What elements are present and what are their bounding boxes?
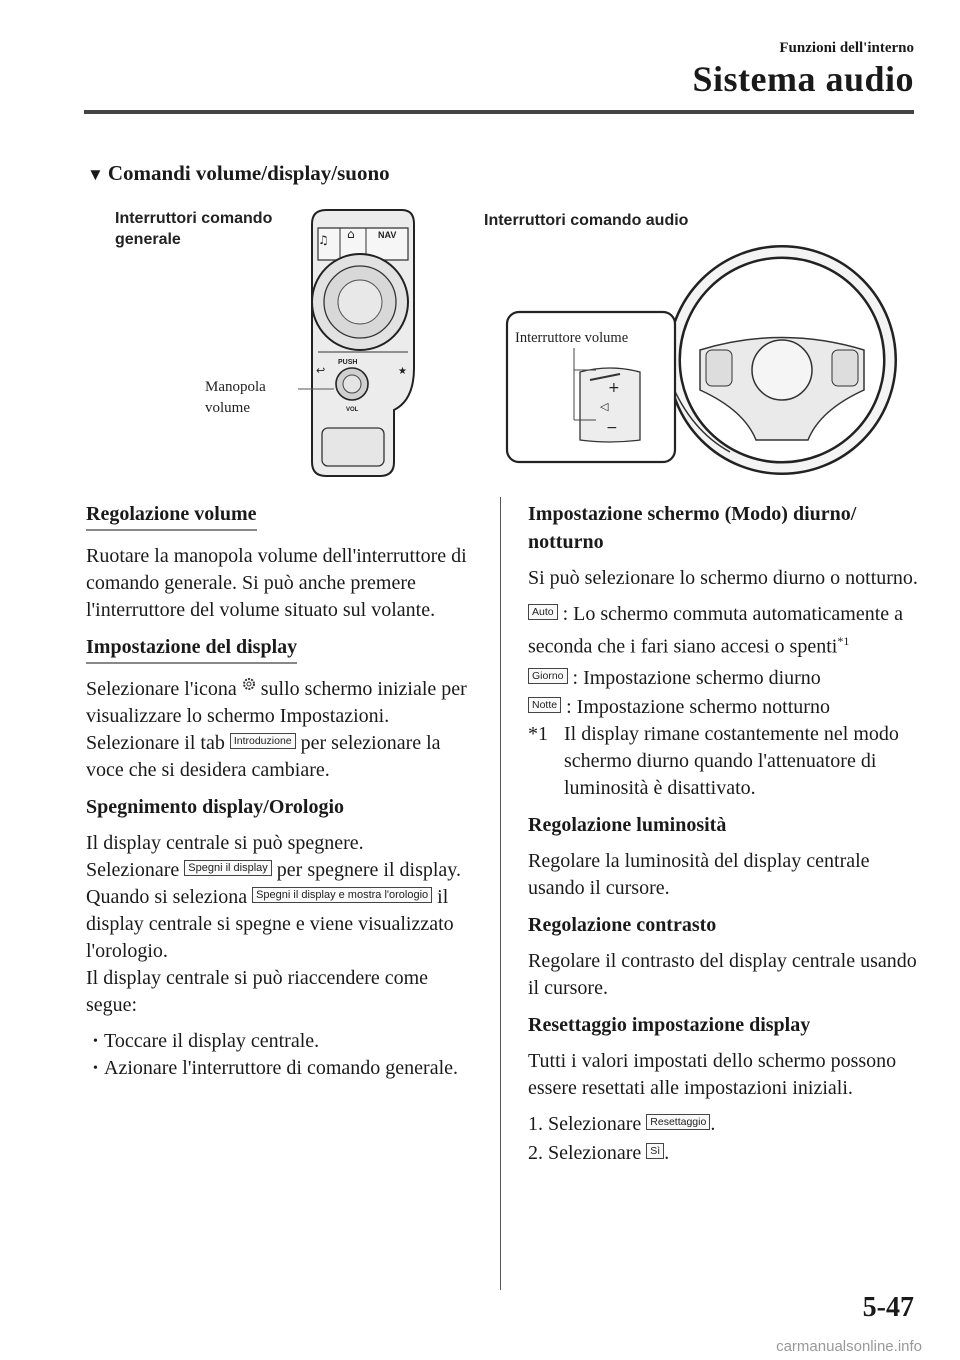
footer-watermark: carmanualsonline.info: [776, 1338, 922, 1355]
svg-text:−: −: [606, 420, 618, 436]
paragraph-off-3: Quando si seleziona Spegni il display e mostra l'orologio il display centrale si spegne e viene visualizzato l'orologio.: [86, 886, 454, 962]
left-column: [86, 500, 478, 1082]
bullet-dot-icon: •: [93, 1061, 98, 1076]
display-off-clock-button[interactable]: Spegni il display e mostra l'orologio: [252, 887, 432, 903]
step-2: 2. Selezionare Sì .: [528, 1141, 670, 1164]
paragraph-auto: Auto : Lo schermo commuta automaticamente a seconda che i fari siano accesi o spenti$^{*1}$: [528, 603, 904, 658]
label-volume-switch: Interruttore volume: [515, 330, 629, 346]
footnote: *1 Il display rimane costantemente nel modo schermo diurno quando l'attenuatore di luminosità è disattivato.: [528, 722, 899, 799]
list-item: • Azionare l'interruttore di comando generale.: [86, 1055, 478, 1082]
gear-icon: [242, 677, 256, 691]
heading-reset: Resettaggio impostazione display: [528, 1013, 811, 1036]
step-1: 1. Selezionare Resettaggio .: [528, 1112, 716, 1135]
svg-text:+: +: [608, 380, 620, 396]
section-title: ▼ Comandi volume/display/suono: [87, 161, 390, 185]
bullet-dot-icon: •: [93, 1034, 98, 1049]
page-number: 5-47: [862, 1292, 914, 1323]
header-chapter: Funzioni dell'interno: [779, 40, 914, 56]
paragraph-display-tab: Selezionare il tab Introduzione per selezionare la voce che si desidera cambiare.: [86, 732, 441, 781]
paragraph-off-4: Il display centrale si può riaccendere come segue:: [86, 967, 429, 1016]
paragraph-off-2: Selezionare Spegni il display per spegnere il display.: [86, 859, 461, 881]
controls-illustration: [0, 0, 960, 490]
header-title: Sistema audio: [692, 59, 914, 99]
reset-button[interactable]: Resettaggio: [646, 1114, 710, 1130]
svg-text:PUSH: PUSH: [338, 359, 358, 366]
auto-button[interactable]: Auto: [528, 604, 558, 620]
svg-text:↩: ↩: [316, 364, 326, 377]
yes-button[interactable]: Sì: [646, 1143, 664, 1159]
steering-wheel-icon: [670, 252, 890, 468]
label-audio-switches: Interruttori comando audio: [484, 212, 689, 229]
paragraph-mode: Si può selezionare lo schermo diurno o notturno.: [528, 567, 918, 589]
label-volume-knob: Manopola volume: [205, 379, 266, 416]
svg-text:⌂: ⌂: [347, 227, 355, 241]
display-off-button[interactable]: Spegni il display: [184, 860, 272, 876]
svg-text:★: ★: [398, 366, 407, 377]
svg-text:◁: ◁: [600, 400, 609, 413]
paragraph-night: Notte : Impostazione schermo notturno: [528, 694, 920, 721]
svg-text:VOL: VOL: [346, 407, 359, 413]
heading-day-night-mode: Impostazione schermo (Modo) diurno/ notturno: [528, 503, 857, 553]
heading-brightness: Regolazione luminosità: [528, 813, 727, 836]
day-button[interactable]: Giorno: [528, 668, 568, 684]
right-column: [528, 500, 920, 1176]
paragraph-reset: Tutti i valori impostati dello schermo possono essere resettati alle impostazioni iniziali.: [528, 1049, 897, 1099]
tab-introduction-button[interactable]: Introduzione: [230, 733, 296, 749]
paragraph-brightness: Regolare la luminosità del display centrale usando il cursore.: [528, 849, 870, 899]
triangle-bullet-icon: ▼: [87, 165, 104, 184]
paragraph-volume: Ruotare la manopola volume dell'interruttore di comando generale. Si può anche premere l'interruttore del volume situato sul volante.: [86, 545, 467, 621]
list-item: • Toccare il display centrale.: [86, 1028, 478, 1055]
heading-volume: Regolazione volume: [86, 500, 257, 531]
column-divider: [500, 497, 501, 1290]
heading-display-off: Spegnimento display/Orologio: [86, 796, 345, 818]
heading-display: Impostazione del display: [86, 633, 297, 664]
heading-contrast: Regolazione contrasto: [528, 913, 717, 936]
paragraph-off-1: Il display centrale si può spegnere.: [86, 832, 364, 854]
paragraph-display-icon: Selezionare l'icona sullo schermo iniziale per visualizzare lo schermo Impostazioni.: [86, 678, 467, 727]
paragraph-day: Giorno : Impostazione schermo diurno: [528, 665, 920, 692]
svg-text:NAV: NAV: [378, 230, 397, 240]
svg-text:♫: ♫: [318, 233, 329, 247]
label-commander-switch: Interruttori comando generale: [115, 210, 273, 248]
night-button[interactable]: Notte: [528, 697, 561, 713]
paragraph-contrast: Regolare il contrasto del display centrale usando il cursore.: [528, 949, 917, 999]
commander-switch-icon: [298, 210, 414, 476]
